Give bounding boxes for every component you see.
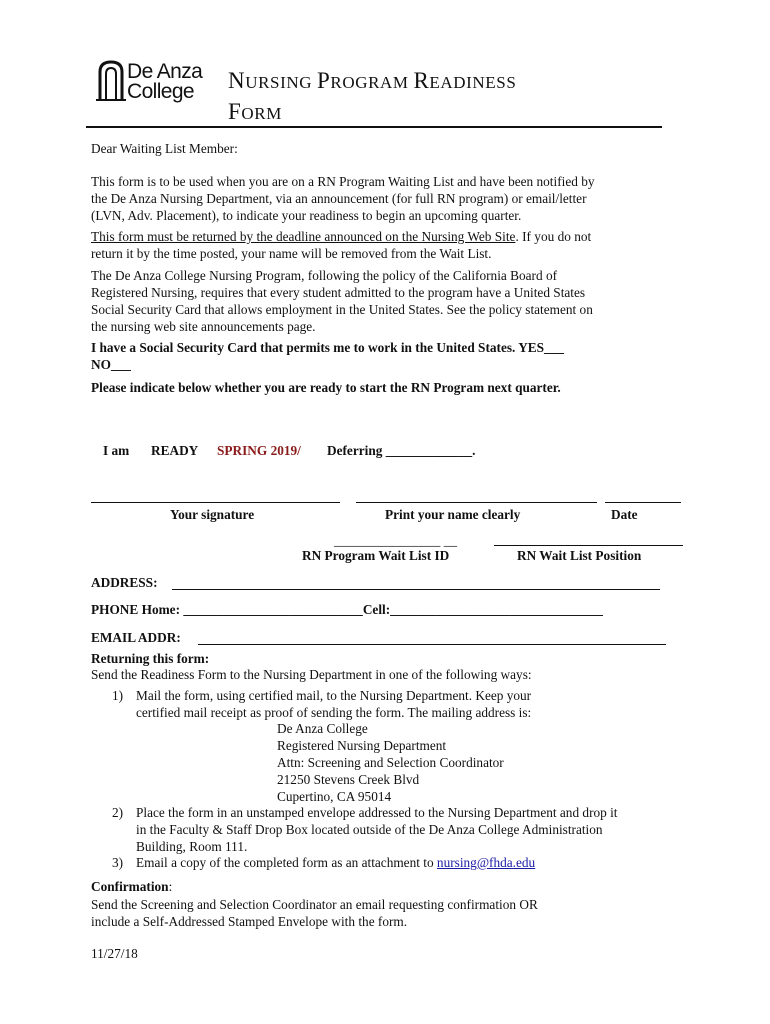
readiness-instruction: Please indicate below whether you are ready to start the RN Program next quarter. bbox=[91, 380, 561, 395]
print-name-label: Print your name clearly bbox=[385, 507, 521, 522]
ready-option[interactable]: READY bbox=[151, 443, 199, 458]
deferring-option[interactable]: Deferring _____________. bbox=[327, 443, 476, 458]
item-3-number: 3) bbox=[112, 855, 124, 870]
campanile-logo-icon bbox=[96, 60, 126, 102]
item-1-line-2: certified mail receipt as proof of sending the form. The mailing address is: bbox=[136, 705, 532, 720]
intro-line-3: (LVN, Adv. Placement), to indicate your readiness to begin an upcoming quarter. bbox=[91, 208, 522, 223]
footer-date: 11/27/18 bbox=[91, 946, 138, 961]
nursing-email-link[interactable]: nursing@fhda.edu bbox=[436, 855, 536, 870]
i-am-label: I am bbox=[103, 443, 130, 458]
returning-intro: Send the Readiness Form to the Nursing Department in one of the following ways: bbox=[91, 667, 532, 682]
confirmation-line-2: include a Self-Addressed Stamped Envelope with the form. bbox=[91, 914, 408, 929]
college-logo bbox=[96, 60, 208, 104]
logo-line-2: College bbox=[127, 80, 195, 103]
policy-line-3: Social Security Card that allows employment in the United States. See the policy statement on bbox=[91, 302, 593, 317]
wait-list-id-label: RN Program Wait List ID bbox=[302, 548, 450, 563]
salutation: Dear Waiting List Member: bbox=[91, 141, 238, 156]
policy-line-4: the nursing web site announcements page. bbox=[91, 319, 316, 334]
title-rule bbox=[86, 126, 662, 128]
deadline-line-1: This form must be returned by the deadline announced on the Nursing Web Site. If you do not bbox=[91, 229, 592, 244]
mailing-address-line-3: Attn: Screening and Selection Coordinator bbox=[277, 755, 504, 770]
signature-line[interactable] bbox=[91, 502, 340, 503]
term-option[interactable]: SPRING 2019/ bbox=[217, 443, 301, 458]
intro-line-2: the De Anza Nursing Department, via an announcement (for full RN program) or email/letter bbox=[91, 191, 587, 206]
item-3-line: Email a copy of the completed form as an attachment to nursing@fhda.edu bbox=[136, 855, 536, 870]
date-line[interactable] bbox=[605, 502, 681, 503]
form-title: NURSING PROGRAM READINESS bbox=[228, 68, 517, 93]
confirmation-line-1: Send the Screening and Selection Coordinator an email requesting confirmation OR bbox=[91, 897, 538, 912]
email-field[interactable] bbox=[198, 644, 666, 645]
ssn-statement[interactable]: I have a Social Security Card that permits me to work in the United States. YES___ bbox=[91, 340, 565, 355]
wait-list-position-label: RN Wait List Position bbox=[517, 548, 642, 563]
form-title-line-2: FORM bbox=[228, 99, 282, 124]
signature-label: Your signature bbox=[170, 507, 255, 522]
mailing-address-line-2: Registered Nursing Department bbox=[277, 738, 447, 753]
phone-field[interactable]: PHONE Home: ___________________________Cell:________________________________ bbox=[91, 602, 603, 617]
print-name-line[interactable] bbox=[356, 502, 597, 503]
mailing-address-line-5: Cupertino, CA 95014 bbox=[277, 789, 392, 804]
policy-line-2: Registered Nursing, requires that every student admitted to the program have a United States bbox=[91, 285, 586, 300]
returning-heading: Returning this form: bbox=[91, 651, 210, 666]
deadline-underlined: This form must be returned by the deadline announced on the Nursing Web Site bbox=[91, 229, 516, 244]
wait-list-position-line[interactable] bbox=[494, 545, 683, 546]
wait-list-id-blank[interactable]: ________________ __ bbox=[334, 533, 457, 548]
mailing-address-line-1: De Anza College bbox=[277, 721, 368, 736]
intro-line-1: This form is to be used when you are on a RN Program Waiting List and have been notified by bbox=[91, 174, 595, 189]
policy-line-1: The De Anza College Nursing Program, following the policy of the California Board of bbox=[91, 268, 558, 283]
email-label: EMAIL ADDR: bbox=[91, 630, 181, 645]
address-field[interactable] bbox=[172, 589, 660, 590]
confirmation-heading: Confirmation: bbox=[91, 879, 173, 894]
date-label: Date bbox=[611, 507, 638, 522]
ssn-no-option[interactable]: NO___ bbox=[91, 357, 131, 372]
item-2-line-3: Building, Room 111. bbox=[136, 839, 248, 854]
item-1-line-1: Mail the form, using certified mail, to the Nursing Department. Keep your bbox=[136, 688, 532, 703]
mailing-address-line-4: 21250 Stevens Creek Blvd bbox=[277, 772, 420, 787]
deadline-line-2: return it by the time posted, your name will be removed from the Wait List. bbox=[91, 246, 492, 261]
item-2-line-2: in the Faculty & Staff Drop Box located outside of the De Anza College Administration bbox=[136, 822, 603, 837]
address-label: ADDRESS: bbox=[91, 575, 158, 590]
item-1-number: 1) bbox=[112, 688, 124, 703]
logo-line-1: De Anza bbox=[127, 60, 203, 83]
item-2-number: 2) bbox=[112, 805, 124, 820]
item-2-line-1: Place the form in an unstamped envelope addressed to the Nursing Department and drop it bbox=[136, 805, 618, 820]
